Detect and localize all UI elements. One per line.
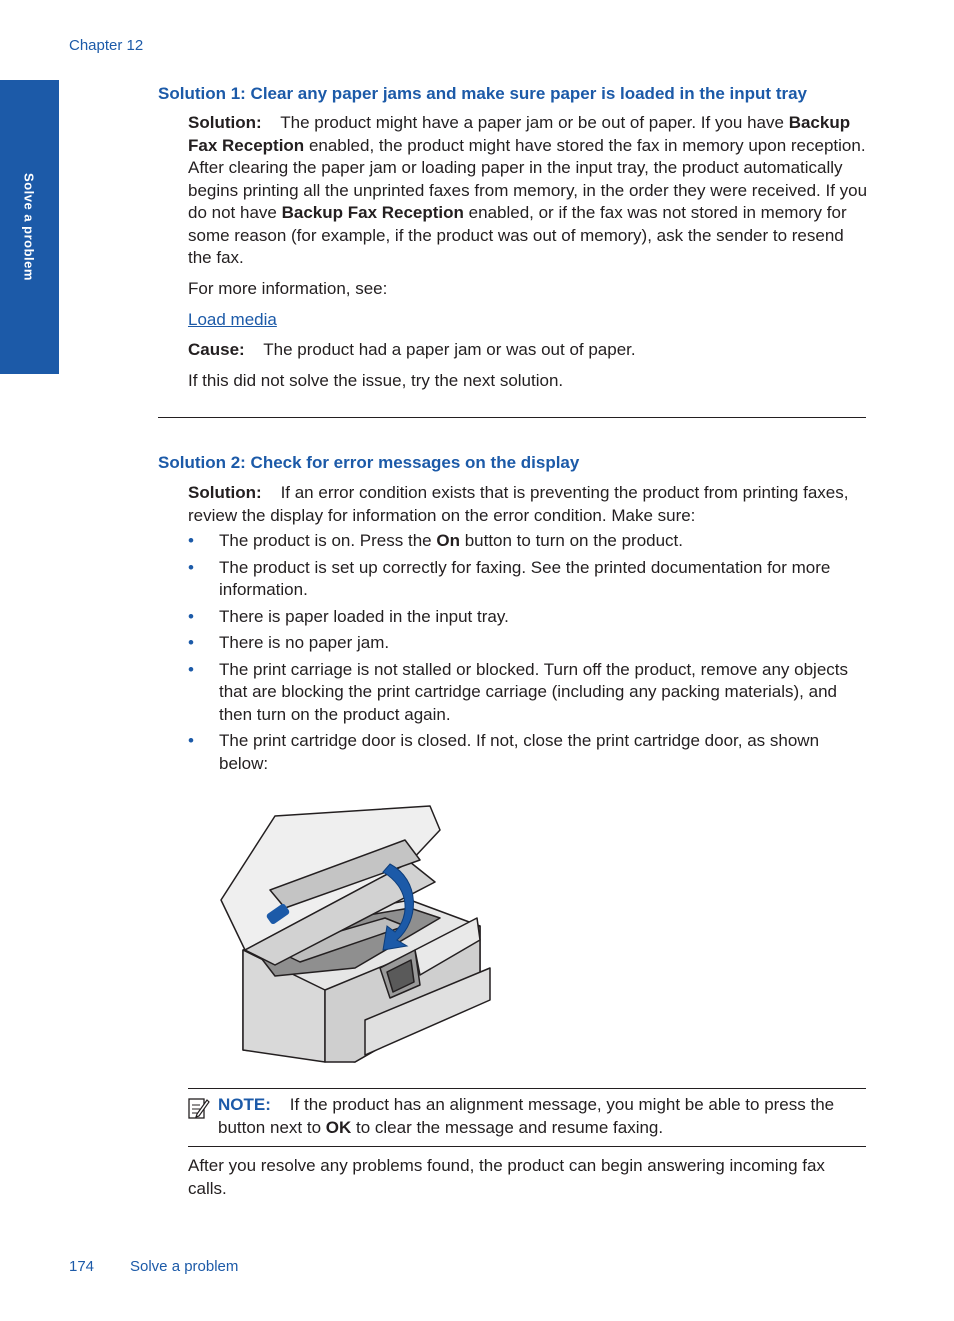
bullet-icon: • [188,606,194,626]
bullet-icon: • [188,659,194,679]
list-item [188,557,868,602]
solution-1-body [188,112,868,270]
list-item-text: The product is set up correctly for faxing. See the printed documentation for more information. [219,557,831,599]
list-item-text: There is no paper jam. [219,633,390,652]
checklist [188,530,868,779]
closing-paragraph: After you resolve any problems found, the product can begin answering incoming fax calls. [188,1156,825,1198]
bold-term: Backup Fax Reception [188,113,851,155]
side-tab [0,80,59,374]
load-media-link[interactable]: Load media [188,310,277,329]
more-info-text: For more information, see: [188,279,388,298]
list-item [188,730,868,775]
body-text: If an error condition exists that is preventing the product from printing faxes, review the display for information on the error condition. Make sure: [188,483,849,525]
bullet-icon: • [188,731,194,750]
list-item-text: There is paper loaded in the input tray. [219,606,509,626]
body-text: enabled, the product might have stored the fax in memory upon reception. After clearing the paper jam or loading paper in the input tray, the product automatically begins printing all the unprinted faxes from memory, in the order they were received. If you do not have [188,135,868,222]
note-label: NOTE: [218,1095,271,1114]
chapter-label: Chapter 12 [69,37,144,54]
solution-label: Solution: [188,113,262,132]
solution-1-heading: Solution 1: Clear any paper jams and make sure paper is loaded in the input tray [158,84,808,103]
list-item-text: The print cartridge door is closed. If not, close the print cartridge door, as shown below: [219,731,820,773]
cause-text: The product had a paper jam or was out of paper. [263,340,636,359]
note-bottom-rule [188,1146,866,1147]
bold-term: OK [325,1117,352,1137]
page-number: 174 [69,1258,95,1275]
bullet-icon: • [188,633,194,652]
list-item-text: The print carriage is not stalled or blocked. Turn off the product, remove any objects that are blocking the print cartridge carriage (including any packing materials), and then turn on the product again. [219,659,849,724]
bullet-icon: • [188,531,194,550]
solution-2-body [188,482,868,527]
bullet-icon: • [188,557,194,577]
solution-label: Solution: [188,483,262,502]
list-item [188,659,868,727]
side-tab-label: Solve a problem [21,173,37,281]
bold-term: On [436,531,460,550]
note-body: If the product has an alignment message, you might be able to press the button next to [218,1095,835,1137]
list-item [188,530,868,553]
list-item-text: The product is on. Press the [219,531,432,550]
list-item [188,606,868,629]
body-text: The product might have a paper jam or be out of paper. If you have [280,113,784,132]
printer-illustration [215,800,495,1075]
footer-section: Solve a problem [130,1258,239,1275]
list-item-text: button to turn on the product. [464,531,684,550]
next-solution-text: If this did not solve the issue, try the next solution. [188,371,564,390]
cause-paragraph [188,339,868,362]
section-divider [158,417,866,418]
note-top-rule [188,1088,866,1089]
cause-label: Cause: [188,340,245,359]
note-body: to clear the message and resume faxing. [356,1117,664,1137]
bold-term: Backup Fax Reception [281,203,464,222]
note-text [218,1094,868,1139]
list-item [188,632,868,655]
solution-2-heading: Solution 2: Check for error messages on the display [158,453,580,472]
body-text: enabled, or if the fax was not stored in memory for some reason (for example, if the product was out of memory), ask the sender to resend the fax. [188,203,847,267]
note-pencil-icon [188,1096,210,1120]
